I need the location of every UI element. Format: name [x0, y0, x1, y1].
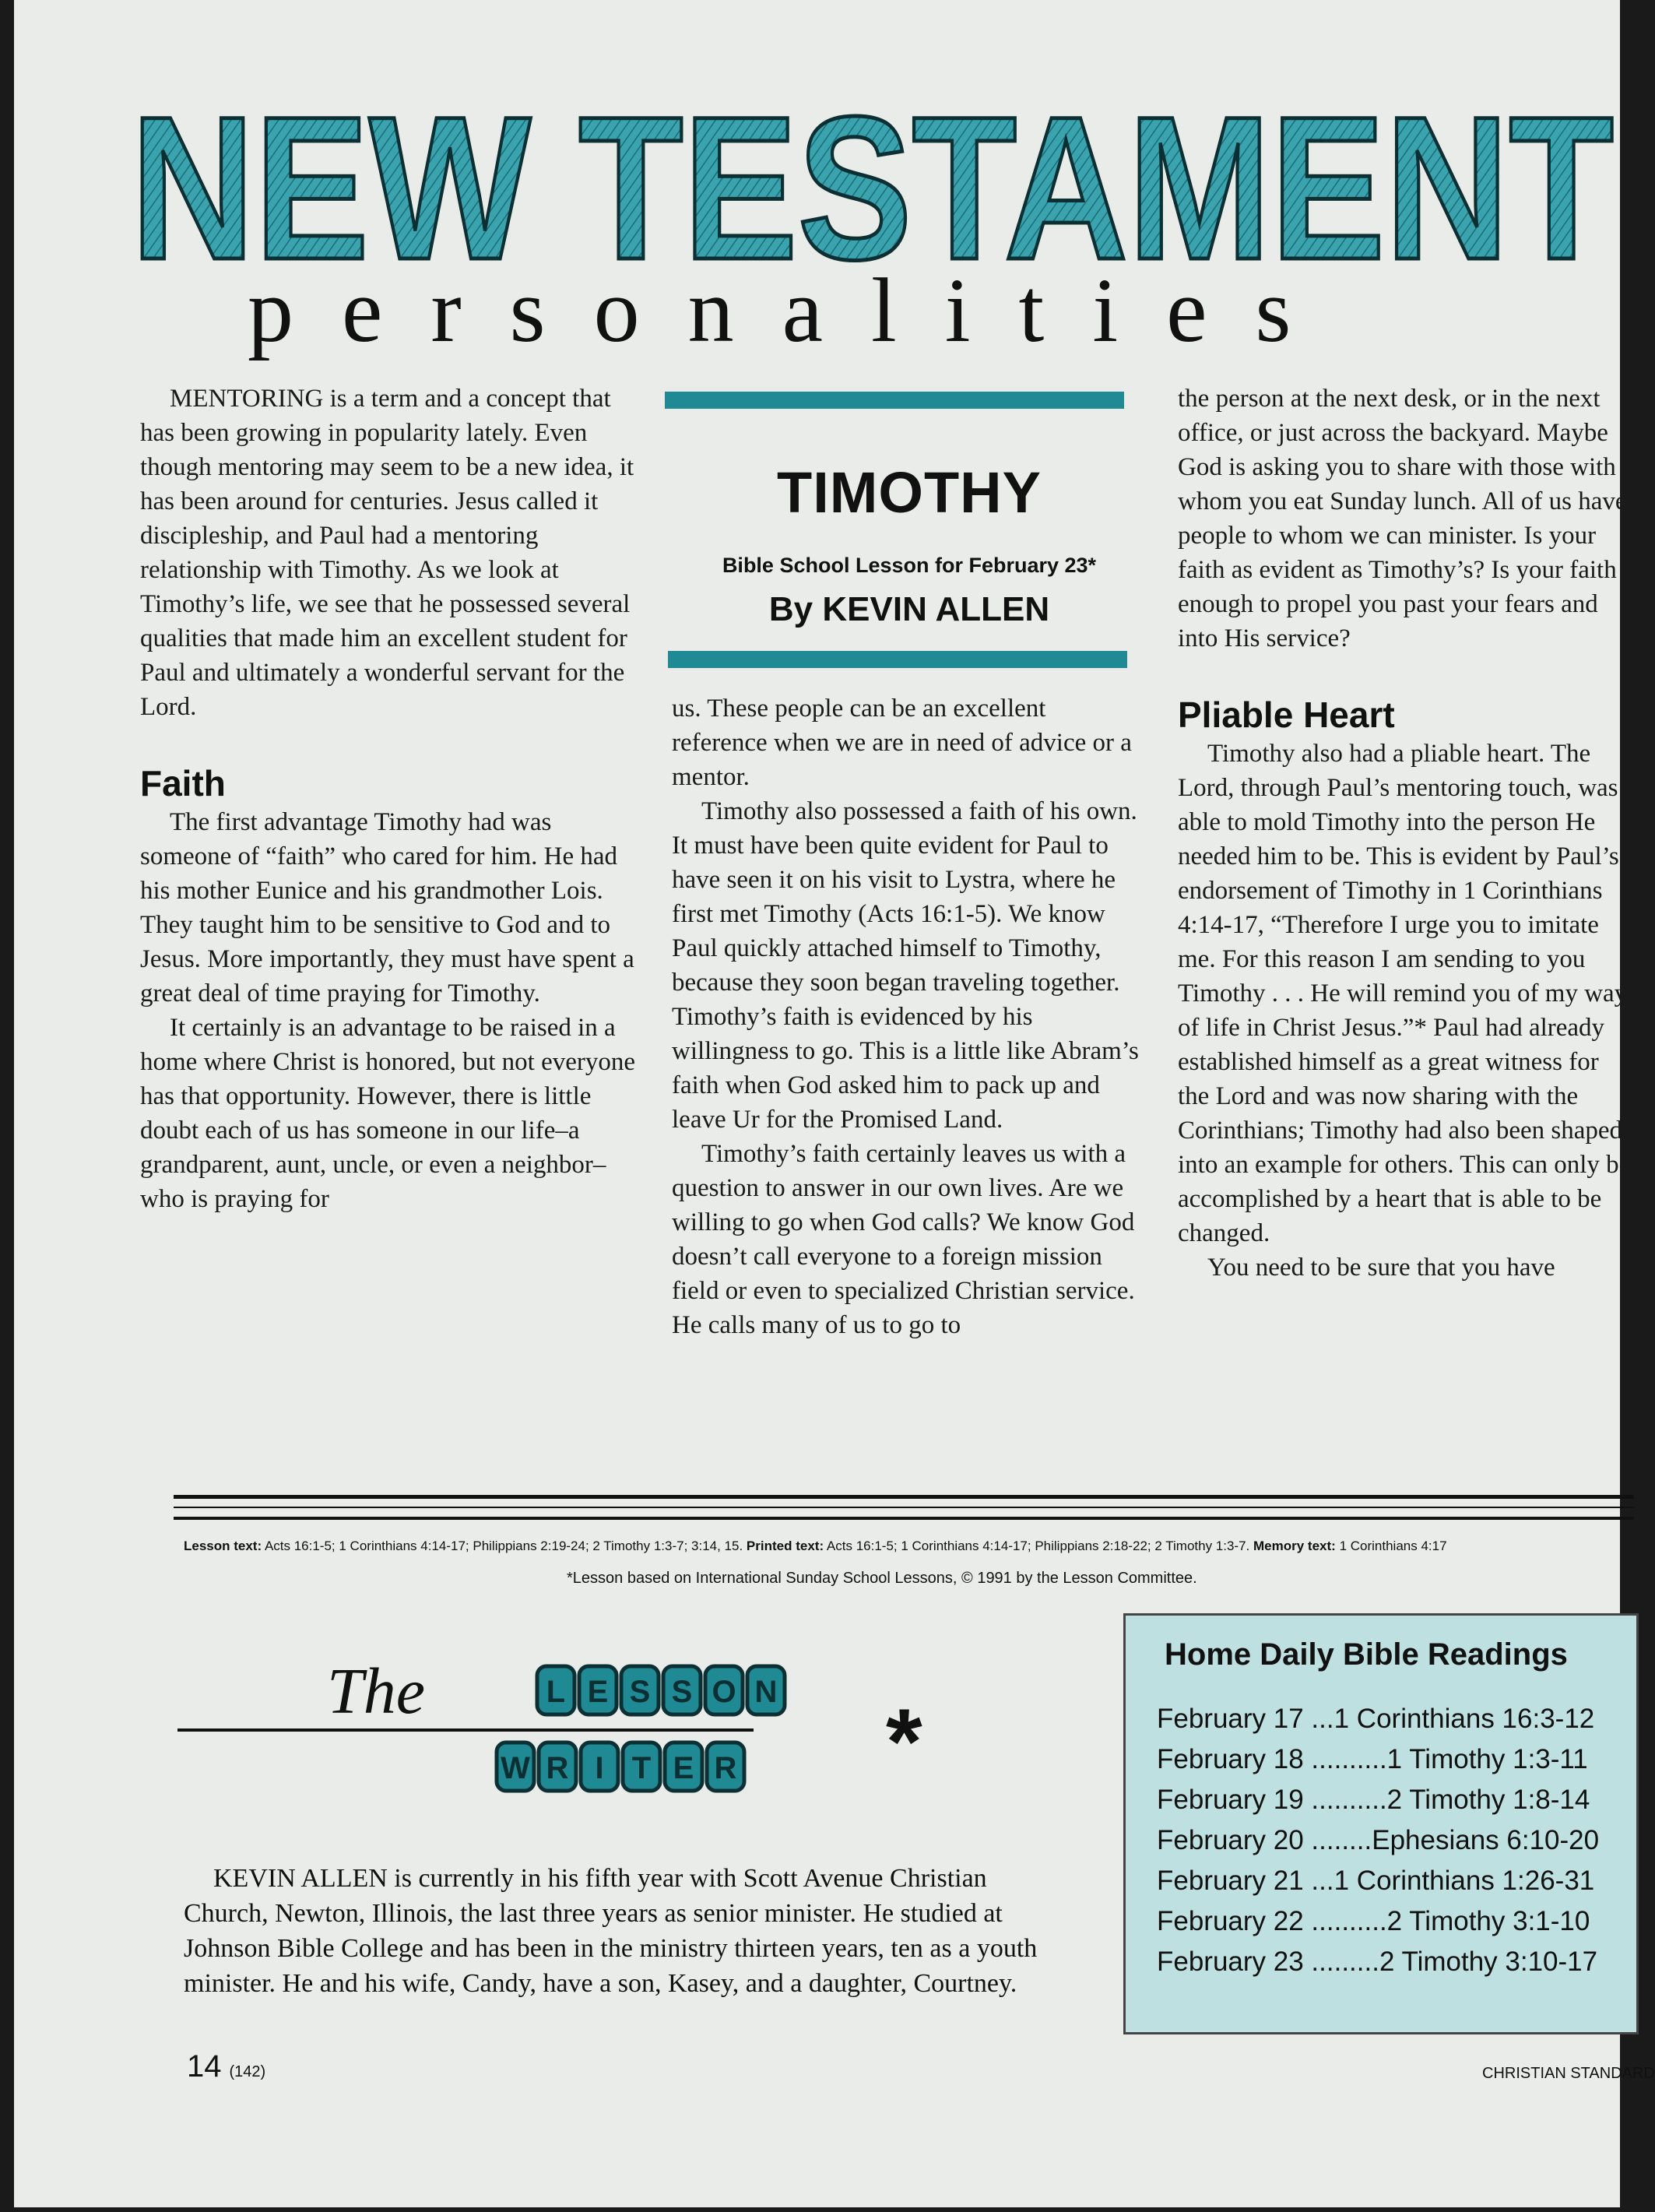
column3-paragraph-2: Timothy also had a pliable heart. The Lord, through Paul’s mentoring touch, was able to mold Timothy into the person He needed him to be. This is evident by Paul’s endorsement of Timothy in 1 Corinthians 4:14-17, “Therefore I urge you to imitate me. For this reason I am sending to you Timothy . . . He will remind you of my way of life in Christ Jesus.”* Paul had already established himself as a great witness for the Lord and was now sharing with the Corinthians; Timothy had also been shaped into an example for others. This can only be accomplished by a heart that is able to be changed. — [1178, 740, 1631, 1247]
page-number-alt: (142) — [229, 2063, 266, 2080]
lesson-text-label: Lesson text: — [184, 1539, 262, 1553]
lesson-bar-top — [665, 392, 1124, 409]
daily-readings-title: Home Daily Bible Readings — [1165, 1637, 1568, 1672]
letter-tile-char: T — [631, 1751, 652, 1785]
daily-readings-box — [1123, 1613, 1639, 2034]
reading-item: February 23 .........2 Timothy 3:10-17 — [1157, 1946, 1598, 1977]
column3-paragraph-1: the person at the next desk, or in the next office, or just across the backyard. Maybe God is asking you to share with those with whom you eat Sunday lunch. All of us have people to whom we can minister. Is your faith as evident as Timothy’s? Is your faith enough to propel you past your fears and into His service? — [1178, 385, 1627, 652]
memory-text-label: Memory text: — [1253, 1539, 1336, 1553]
writer-bio-text: KEVIN ALLEN is currently in his fifth year with Scott Avenue Christian Church, Newton, Illinois, the last three years as senior minister. He studied at Johnson Bible College and has been in the ministry thirteen years, ten as a youth minister. He and his wife, Candy, have a son, Kasey, and a daughter, Courtney. — [184, 1864, 1038, 1998]
writer-letter-tiles — [497, 1743, 744, 1791]
faith-paragraph-2: It certainly is an advantage to be raised in a home where Christ is honored, but not everyone has that opportunity. However, there is little doubt each of us has someone in our life–a grandparent, aunt, uncle, or even a neighbor–who is praying for — [140, 1014, 636, 1213]
lesson-byline: By KEVIN ALLEN — [768, 590, 1050, 628]
printed-text: Acts 16:1-5; 1 Corinthians 4:14-17; Philippians 2:18-22; 2 Timothy 1:3-7. — [826, 1539, 1250, 1553]
letter-tile-char: I — [595, 1751, 604, 1785]
reading-item: February 20 ........Ephesians 6:10-20 — [1157, 1825, 1600, 1855]
reading-item: February 22 ..........2 Timothy 3:1-10 — [1157, 1906, 1590, 1936]
pliable-heart-heading: Pliable Heart — [1178, 695, 1395, 735]
divider-rule-bottom — [174, 1517, 1634, 1520]
letter-tile-char: L — [546, 1675, 566, 1709]
magazine-name: CHRISTIAN STANDARD — [1482, 2065, 1655, 2082]
lesson-title: TIMOTHY — [777, 460, 1042, 525]
memory-text: 1 Corinthians 4:17 — [1339, 1539, 1447, 1553]
lesson-writer-logo — [177, 1643, 956, 1822]
column3-paragraph-3: You need to be sure that you have — [1207, 1254, 1555, 1282]
series-title — [131, 74, 1618, 302]
lesson-subtitle: Bible School Lesson for February 23* — [722, 554, 1097, 577]
letter-tile-char: E — [587, 1675, 609, 1709]
reading-item: February 21 ...1 Corinthians 1:26-31 — [1157, 1866, 1595, 1896]
letter-tile-char: R — [714, 1751, 737, 1785]
lesson-header — [676, 436, 1143, 629]
column-1 — [140, 382, 638, 1216]
the-wordmark: The — [327, 1655, 425, 1728]
magazine-page — [14, 0, 1655, 2207]
column-2 — [672, 691, 1147, 1342]
reading-item: February 17 ...1 Corinthians 16:3-12 — [1157, 1704, 1595, 1734]
writer-bio — [184, 1861, 1048, 2001]
column2-paragraph-3: Timothy’s faith certainly leaves us with a question to answer in our own lives. Are we willing to go when God calls? We know God doesn’t call everyone to a foreign mission field or even to specialized Christian service. He calls many of us to go to — [672, 1140, 1135, 1339]
printed-text-label: Printed text: — [746, 1539, 824, 1553]
lesson-text: Acts 16:1-5; 1 Corinthians 4:14-17; Philippians 2:19-24; 2 Timothy 1:3-7; 3:14, 15. — [264, 1539, 743, 1553]
lesson-letter-tiles — [537, 1666, 785, 1714]
page-number — [187, 2049, 265, 2084]
intro-paragraph: MENTORING is a term and a concept that has been growing in popularity lately. Even though mentoring may seem to be a new idea, it has been around for centuries. Jesus called it discipleship, and Paul had a mentoring relationship with Timothy. As we look at Timothy’s life, we see that he possessed several qualities that made him an excellent student for Paul and ultimately a wonderful servant for the Lord. — [140, 385, 634, 721]
asterisk-icon: * — [886, 1690, 922, 1794]
series-title-text: NEW TESTAMENT — [131, 74, 1614, 302]
divider-rule — [174, 1495, 1634, 1499]
letter-tile-char: S — [629, 1675, 651, 1709]
reading-item: February 18 ..........1 Timothy 1:3-11 — [1157, 1744, 1588, 1774]
column-3 — [1178, 382, 1634, 1285]
lesson-footnote: *Lesson based on International Sunday School Lessons, © 1991 by the Lesson Committee. — [567, 1570, 1197, 1587]
faith-heading: Faith — [140, 763, 226, 804]
column2-paragraph-2: Timothy also possessed a faith of his own. It must have been quite evident for Paul to have seen it on his visit to Lystra, where he first met Timothy (Acts 16:1-5). We know Paul quickly attached himself to Timothy, because they soon began traveling together. Timothy’s faith is evidenced by his willingness to go. This is a little like Abram’s faith when God asked him to pack up and leave Ur for the Promised Land. — [672, 797, 1139, 1134]
letter-tile-char: S — [671, 1675, 693, 1709]
page-number-value: 14 — [187, 2049, 222, 2084]
series-subtitle: personalities — [248, 259, 1340, 361]
letter-tile-char: E — [673, 1751, 694, 1785]
letter-tile-char: R — [546, 1751, 569, 1785]
letter-tile-char: W — [501, 1751, 530, 1785]
scripture-references — [184, 1539, 1634, 1554]
reading-item: February 19 ..........2 Timothy 1:8-14 — [1157, 1785, 1590, 1815]
faith-paragraph-1: The first advantage Timothy had was someone of “faith” who cared for him. He had his mother Eunice and his grandmother Lois. They taught him to be sensitive to God and to Jesus. More importantly, they must have spent a great deal of time praying for Timothy. — [140, 808, 634, 1008]
column2-paragraph-1: us. These people can be an excellent reference when we are in need of advice or a mentor. — [672, 695, 1132, 791]
lesson-bar-bottom — [668, 651, 1127, 668]
letter-tile-char: O — [712, 1675, 736, 1709]
letter-tile-char: N — [754, 1675, 778, 1709]
divider-rule-thin — [174, 1507, 1634, 1508]
